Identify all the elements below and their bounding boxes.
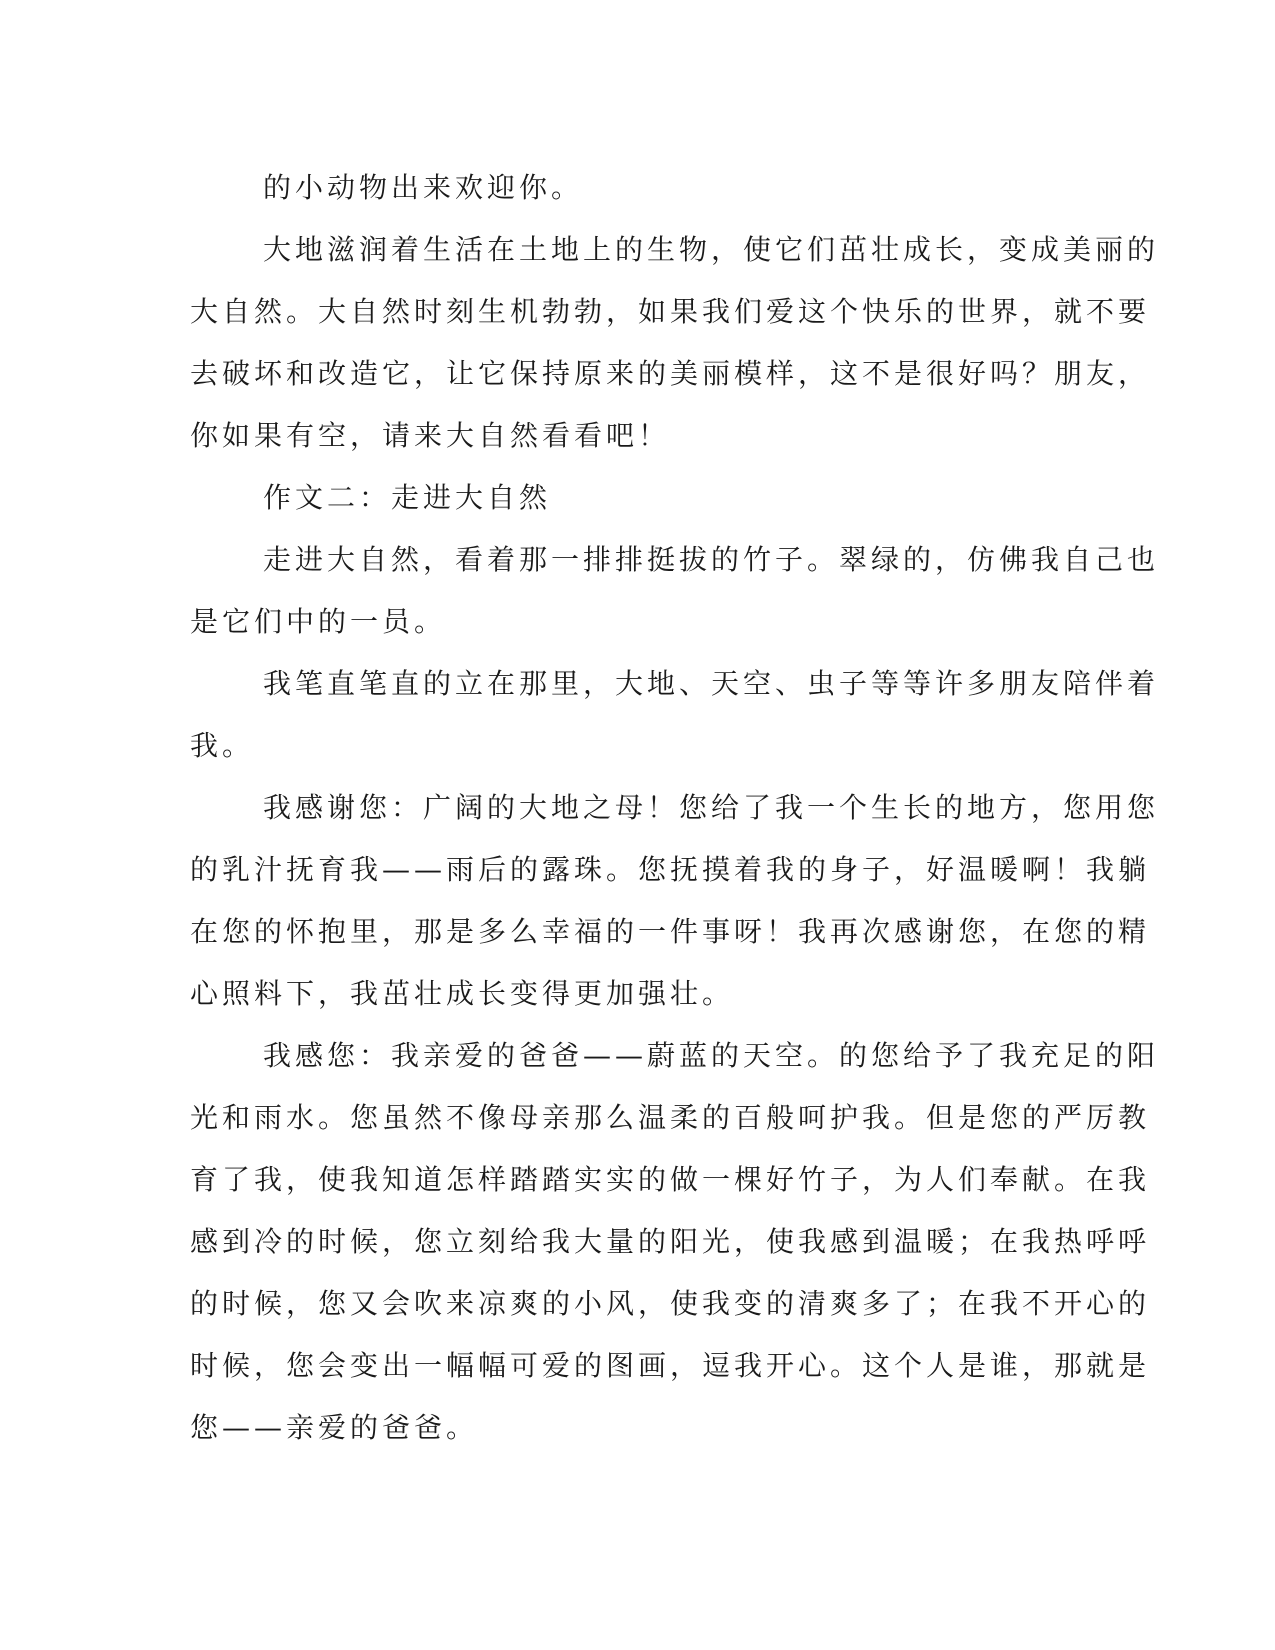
text-line: 是它们中的一员。 [190,605,447,638]
text-line: 你如果有空，请来大自然看看吧！ [190,419,671,452]
text-line: 时候，您会变出一幅幅可爱的图画，逗我开心。这个人是谁，那就是 [190,1349,1151,1382]
text-line: 的小动物出来欢迎你。 [263,171,584,204]
text-line: 我感谢您：广阔的大地之母！您给了我一个生长的地方，您用您 [263,791,1160,824]
paragraph-3 [190,529,1160,653]
text-line: 我感您：我亲爱的爸爸——蔚蓝的天空。的您给予了我充足的阳 [263,1039,1160,1072]
paragraph-6 [190,1025,1160,1459]
paragraph-4 [190,653,1160,777]
text-line: 走进大自然，看着那一排排挺拔的竹子。翠绿的，仿佛我自己也 [263,543,1160,576]
text-line: 大地滋润着生活在土地上的生物，使它们茁壮成长，变成美丽的 [263,233,1160,266]
text-line: 我。 [190,729,255,762]
text-line: 感到冷的时候，您立刻给我大量的阳光，使我感到温暖；在我热呼呼 [190,1225,1151,1258]
text-line: 育了我，使我知道怎样踏踏实实的做一棵好竹子，为人们奉献。在我 [190,1163,1151,1196]
text-line: 大自然。大自然时刻生机勃勃，如果我们爱这个快乐的世界，就不要 [190,295,1151,328]
text-line: 去破坏和改造它，让它保持原来的美丽模样，这不是很好吗？朋友， [190,357,1151,390]
paragraph-1 [190,157,1070,219]
text-line: 的时候，您又会吹来凉爽的小风，使我变的清爽多了；在我不开心的 [190,1287,1151,1320]
text-line: 您——亲爱的爸爸。 [190,1411,479,1444]
text-line: 的乳汁抚育我——雨后的露珠。您抚摸着我的身子，好温暖啊！我躺 [190,853,1151,886]
paragraph-5 [190,777,1160,1025]
essay-heading [190,467,1070,529]
heading-line: 作文二：走进大自然 [263,481,552,514]
text-line: 光和雨水。您虽然不像母亲那么温柔的百般呵护我。但是您的严厉教 [190,1101,1151,1134]
paragraph-2 [190,219,1160,467]
text-line: 在您的怀抱里，那是多么幸福的一件事呀！我再次感谢您，在您的精 [190,915,1151,948]
text-line: 心照料下，我茁壮成长变得更加强壮。 [190,977,735,1010]
text-line: 我笔直笔直的立在那里，大地、天空、虫子等等许多朋友陪伴着 [263,667,1160,700]
document-body [190,157,1160,1459]
